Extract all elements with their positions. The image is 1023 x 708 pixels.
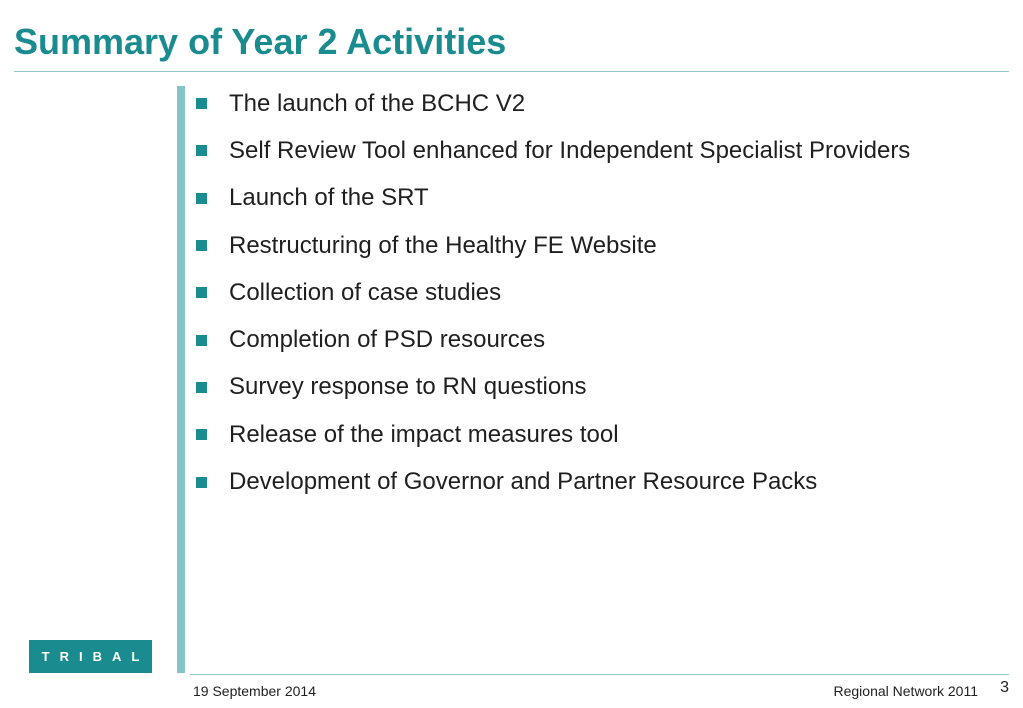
- bullet-text: Release of the impact measures tool: [229, 420, 619, 448]
- bullet-text: Launch of the SRT: [229, 184, 429, 212]
- square-bullet-icon: [196, 193, 207, 204]
- square-bullet-icon: [196, 429, 207, 440]
- square-bullet-icon: [196, 287, 207, 298]
- bullet-text: Development of Governor and Partner Resource Packs: [229, 468, 818, 496]
- footer-event-name: Regional Network 2011: [833, 683, 978, 699]
- bullet-text: Self Review Tool enhanced for Independent Specialist Providers: [229, 136, 911, 164]
- bullet-item: [196, 127, 910, 174]
- bullet-item: [196, 364, 910, 411]
- bullet-text: Completion of PSD resources: [229, 326, 546, 354]
- square-bullet-icon: [196, 382, 207, 393]
- page-number: 3: [1000, 679, 1009, 696]
- bullet-item: [196, 222, 910, 269]
- footer-date: 19 September 2014: [193, 683, 316, 699]
- square-bullet-icon: [196, 145, 207, 156]
- bullet-item: [196, 316, 910, 363]
- bullet-text: Restructuring of the Healthy FE Website: [229, 231, 657, 259]
- square-bullet-icon: [196, 98, 207, 109]
- footer-divider: [190, 674, 1009, 675]
- bullet-item: [196, 458, 910, 505]
- bullet-item: [196, 269, 910, 316]
- logo-text: TRIBAL: [41, 649, 150, 664]
- title-divider: [14, 71, 1009, 72]
- bullet-text: Collection of case studies: [229, 278, 502, 306]
- bullet-text: The launch of the BCHC V2: [229, 89, 526, 117]
- bullet-text: Survey response to RN questions: [229, 373, 587, 401]
- slide-title: Summary of Year 2 Activities: [14, 21, 507, 62]
- bullet-list: [196, 80, 910, 506]
- bullet-item: [196, 175, 910, 222]
- bullet-item: [196, 411, 910, 458]
- tribal-logo: [29, 640, 152, 673]
- square-bullet-icon: [196, 477, 207, 488]
- bullet-item: [196, 80, 910, 127]
- vertical-accent-bar: [177, 86, 185, 673]
- square-bullet-icon: [196, 335, 207, 346]
- square-bullet-icon: [196, 240, 207, 251]
